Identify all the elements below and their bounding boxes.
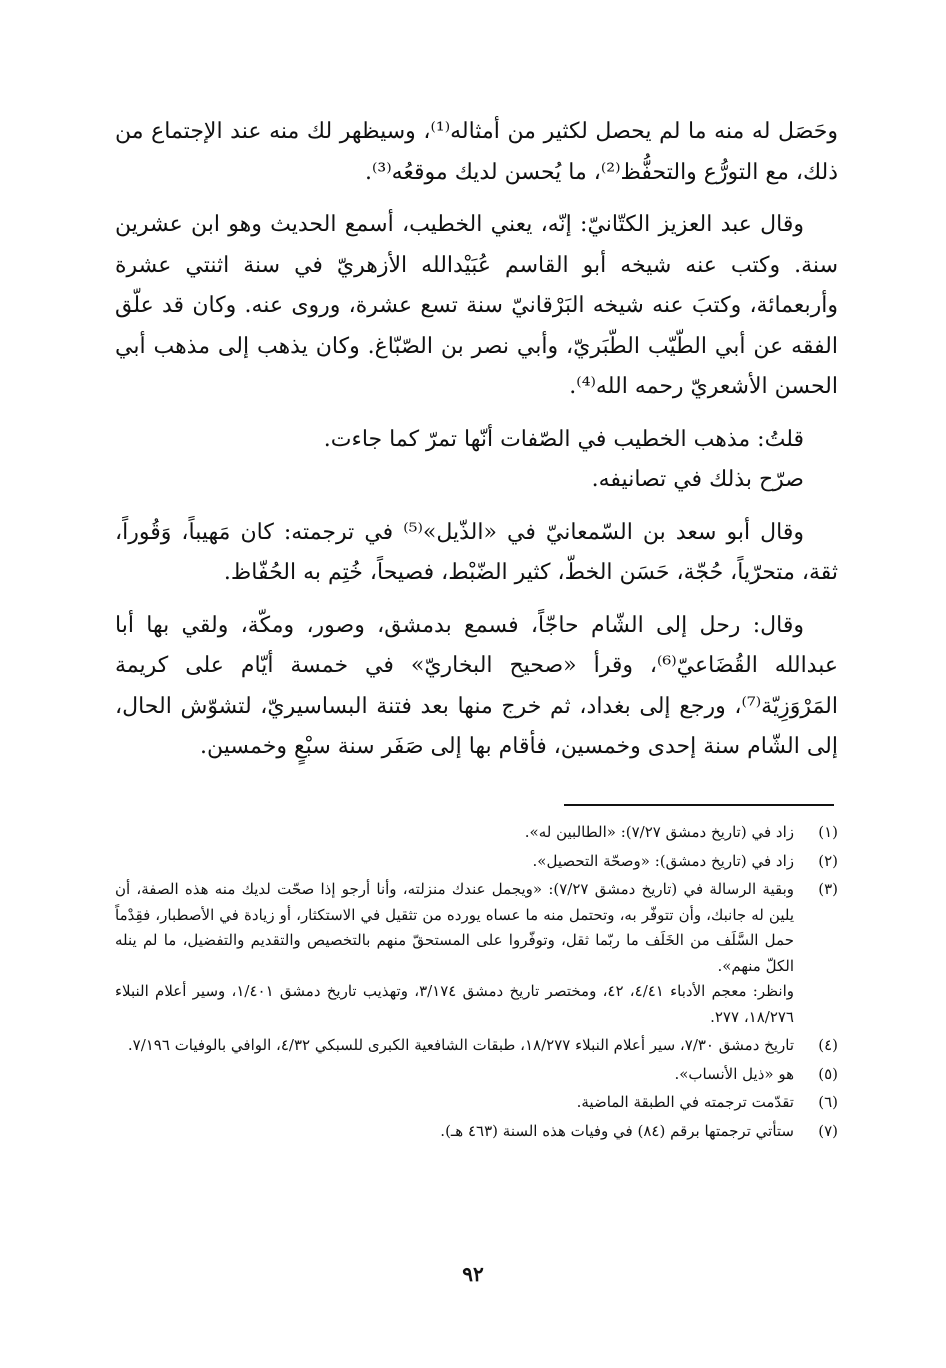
verse-line-2: صرّح بذلك في تصانيفه.: [591, 467, 804, 492]
paragraph-3: وقال أبو سعد بن السّمعانيّ في «الذّيل»⁽⁵⁾ في ترجمته: كان مَهيباً، وَقُوراً، ثقة، متحرّياً، حُجّة، حَسَن الخطّ، كثير الضّبْط، فصيحاً، خُتِم به الحُفّاظ.: [115, 519, 838, 585]
paragraph-1: وحَصَل له منه ما لم يحصل لكثير من أمثاله⁽¹⁾، وسيظهر لك منه عند الإجتماع من ذلك، مع التورُّع والتحفُّظ⁽²⁾، ما يُحسن لديك موقعُه⁽³⁾.: [115, 119, 838, 185]
footnotes-section: [115, 820, 838, 1147]
footnote-1: [115, 820, 838, 846]
verse-line-1: قلتُ: مذهب الخطيب في الصّفات أنّها تمرّ كما جاءت.: [323, 426, 804, 452]
footnote-number: (٢): [818, 851, 838, 870]
footnote-number: (٤): [818, 1036, 838, 1054]
page-number: ٩٢: [462, 1262, 484, 1286]
footnote-7: [115, 1119, 838, 1145]
footnote-number: (٣): [818, 880, 838, 898]
footnote-6: [115, 1090, 838, 1116]
footnote-number: (١): [818, 823, 838, 841]
paragraph-2: وقال عبد العزيز الكتّانيّ: إنّه، يعني الخطيب، أسمع الحديث وهو ابن عشرين سنة. وكتب عنه شيخه أبو القاسم عُبَيْدالله الأزهريّ في سنة اثنتي عشرة وأربعمائة، وكتبَ عنه شيخه البَرْقانيّ سنة تسع عشرة، وروى عنه. وكان قد علّق الفقه عن أبي الطّيّب الطّبَريّ، وأبي نصر بن الصّبّاغ. وكان يذهب إلى مذهب أبي الحسن الأشعريّ رحمه الله⁽⁴⁾.: [115, 212, 838, 399]
footnote-text: هو «ذيل الأنساب».: [674, 1064, 794, 1083]
main-text: [115, 112, 838, 780]
footnote-text: وبقية الرسالة في (تاريخ دمشق ٧/٢٧): «ويجمل عندك منزلته، وأنا أرجو إذا صحّت لديك منه هذه الصفة، أن يلين له جانبك، وأن تتوفّر به، وتحتمل منه ما عساه يورده من تثقيل في الاستكثار، أو زيادة في الأصطبار، فقِدْماً حمل السَّلَف من الخَلَف ما ربّما ثقل، وتوفّروا على المستحقّ منهم بالتخصيص والتقديم والتفضيل، ما لم ينله الكلّ منهم».: [115, 880, 794, 975]
footnote-number: (٧): [818, 1121, 838, 1140]
footnote-text: ستأتي ترجمتها برقم (٨٤) في وفيات هذه السنة (٤٦٣ هـ).: [440, 1121, 794, 1140]
footnote-divider: [564, 804, 834, 806]
verse-block: [115, 420, 838, 501]
footnote-5: [115, 1062, 838, 1088]
footnote-text: زاد في (تاريخ دمشق ٧/٢٧): «الطالبين له».: [524, 823, 794, 841]
footnote-3: [115, 877, 838, 1030]
footnote-text: تقدّمت ترجمته في الطبقة الماضية.: [576, 1093, 794, 1111]
footnote-text-references: وانظر: معجم الأدباء ٤/٤١، ٤٢، ومختصر تاريخ دمشق ٣/١٧٤، وتهذيب تاريخ دمشق ١/٤٠١، وسير أعلام النبلاء ١٨/٢٧٦، ٢٧٧.: [115, 982, 794, 1026]
footnote-number: (٥): [818, 1064, 838, 1083]
paragraph-4: وقال: رحل إلى الشّام حاجّاً، فسمع بدمشق، وصور، ومكّة، ولقي بها أبا عبدالله القُضَاعيّ⁽⁶⁾، وقرأ «صحيح البخاريّ» في خمسة أيّام على كريمة المَرْوَزِيّة⁽⁷⁾، ورجع إلى بغداد، ثم خرج منها بعد فتنة البساسيريّ، لتشوّش الحال، إلى الشّام سنة إحدى وخمسين، فأقام بها إلى صَفَر سنة سبْعٍ وخمسين.: [115, 612, 838, 759]
footnote-4: [115, 1033, 838, 1059]
footnote-text: زاد في (تاريخ دمشق): «وصحّة التحصيل».: [532, 851, 794, 870]
footnote-number: (٦): [818, 1093, 838, 1111]
footnote-text: تاريخ دمشق ٧/٣٠، سير أعلام النبلاء ١٨/٢٧٧، طبقات الشافعية الكبرى للسبكي ٤/٣٢، الوافي بالوفيات ٧/١٩٦.: [127, 1036, 794, 1054]
footnote-2: [115, 849, 838, 875]
